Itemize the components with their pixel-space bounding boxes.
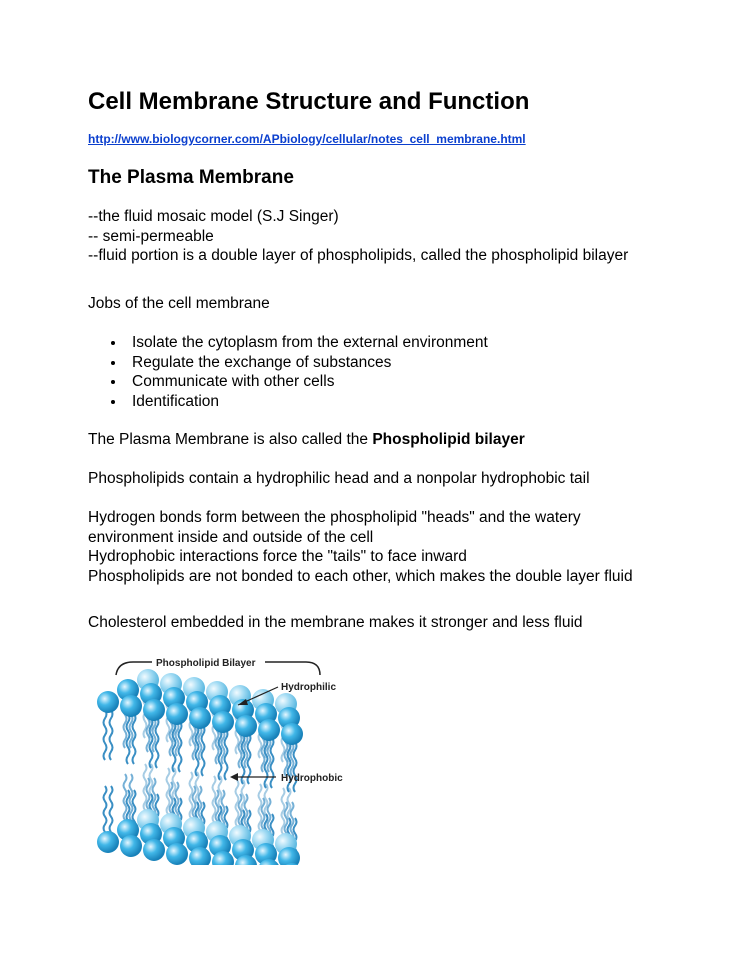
list-item: Communicate with other cells bbox=[88, 372, 488, 392]
bonds-line: Hydrogen bonds form between the phospholipid "heads" and the watery environment inside and outside of the cell bbox=[88, 509, 581, 546]
lipid-tail bbox=[104, 786, 107, 832]
jobs-heading: Jobs of the cell membrane bbox=[88, 295, 270, 312]
bracket-right bbox=[265, 662, 320, 675]
lipid-tail bbox=[110, 786, 113, 832]
intro-paragraph bbox=[88, 207, 648, 266]
lipid-tail bbox=[130, 774, 133, 820]
bonds-paragraph bbox=[88, 508, 648, 586]
lipid-head bbox=[166, 843, 188, 865]
hydrophilic-label: Hydrophilic bbox=[281, 682, 337, 693]
bilayer-label: Phospholipid Bilayer bbox=[156, 658, 256, 669]
list-item: Identification bbox=[88, 392, 488, 412]
lipid-head bbox=[97, 831, 119, 853]
intro-line: --the fluid mosaic model (S.J Singer) bbox=[88, 208, 339, 225]
lipid-head bbox=[189, 707, 211, 729]
bonds-line: Hydrophobic interactions force the "tails" to face inward bbox=[88, 548, 467, 565]
lipid-tail bbox=[104, 710, 107, 760]
lipid-head bbox=[166, 703, 188, 725]
lipid-head bbox=[120, 695, 142, 717]
intro-line: --fluid portion is a double layer of phospholipids, called the phospholipid bilayer bbox=[88, 247, 629, 264]
phospholipid-bilayer-diagram bbox=[88, 650, 360, 865]
lipid-head bbox=[143, 699, 165, 721]
bilayer-molecules bbox=[97, 669, 303, 865]
lipid-head bbox=[97, 691, 119, 713]
also-called-paragraph bbox=[88, 430, 648, 450]
hydrophobic-label: Hydrophobic bbox=[281, 773, 343, 784]
list-item: Isolate the cytoplasm from the external environment bbox=[88, 333, 488, 353]
also-called-text: The Plasma Membrane is also called the bbox=[88, 431, 373, 448]
intro-line: -- semi-permeable bbox=[88, 227, 214, 245]
section-heading: The Plasma Membrane bbox=[88, 167, 294, 188]
phospholipid-paragraph: Phospholipids contain a hydrophilic head and a nonpolar hydrophobic tail bbox=[88, 470, 590, 487]
lipid-head bbox=[120, 835, 142, 857]
cholesterol-paragraph: Cholesterol embedded in the membrane makes it stronger and less fluid bbox=[88, 614, 583, 631]
arrow-icon bbox=[230, 773, 238, 781]
lipid-head bbox=[281, 723, 303, 745]
lipid-head bbox=[258, 719, 280, 741]
list-item: Regulate the exchange of substances bbox=[88, 353, 488, 373]
lipid-head bbox=[235, 715, 257, 737]
page-title: Cell Membrane Structure and Function bbox=[88, 88, 530, 115]
bonds-line: Phospholipids are not bonded to each other, which makes the double layer fluid bbox=[88, 567, 633, 585]
lipid-head bbox=[212, 711, 234, 733]
lipid-tail bbox=[110, 710, 113, 760]
lipid-head bbox=[143, 839, 165, 861]
source-link[interactable]: http://www.biologycorner.com/APbiology/cellular/notes_cell_membrane.html bbox=[88, 132, 526, 146]
lipid-tail bbox=[124, 774, 127, 820]
also-called-term: Phospholipid bilayer bbox=[372, 431, 525, 448]
jobs-list bbox=[88, 333, 488, 411]
